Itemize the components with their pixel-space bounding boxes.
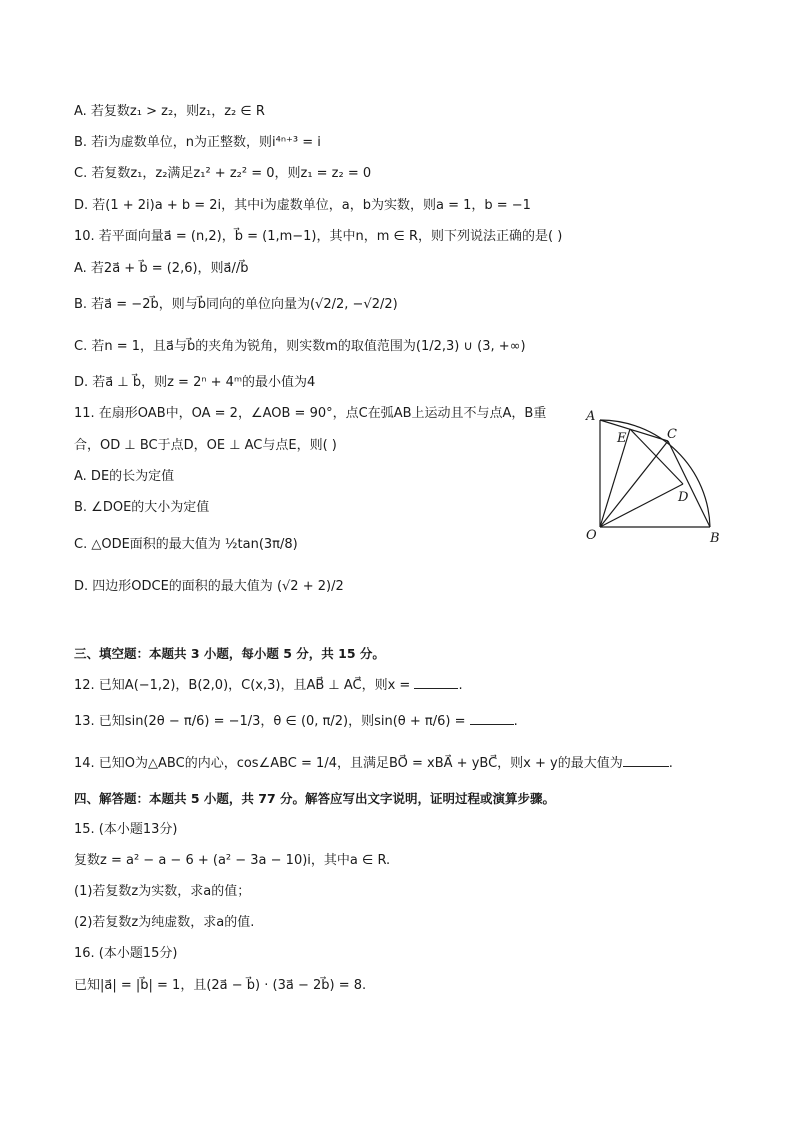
q10-option-a: A. 若2a⃗ + b⃗ = (2,6)，则a⃗//b⃗ bbox=[74, 261, 249, 276]
q11-option-b: B. ∠DOE的大小为定值 bbox=[74, 500, 210, 515]
q15-stem: 复数z = a² − a − 6 + (a² − 3a − 10)i，其中a ∈ R. bbox=[74, 853, 391, 868]
segment-od bbox=[600, 484, 683, 527]
label-d: D bbox=[678, 490, 689, 505]
segment-bc bbox=[668, 441, 710, 527]
q9-option-b: B. 若i为虚数单位，n为正整数，则i⁴ⁿ⁺³ = i bbox=[74, 135, 321, 150]
q9-option-a: A. 若复数z₁ > z₂，则z₁，z₂ ∈ R bbox=[74, 104, 265, 119]
q9-option-c: C. 若复数z₁，z₂满足z₁² + z₂² = 0，则z₁ = z₂ = 0 bbox=[74, 166, 372, 181]
segment-oc bbox=[600, 441, 668, 527]
section3-heading: 三、填空题：本题共 3 小题，每小题 5 分，共 15 分。 bbox=[74, 646, 385, 661]
segment-ac bbox=[600, 420, 668, 441]
sector-figure bbox=[580, 400, 730, 550]
q14-end: . bbox=[668, 756, 673, 771]
q10-stem: 10. 若平面向量a⃗ = (n,2)，b⃗ = (1,m−1)，其中n，m ∈ R，则下列说法正确的是( ) bbox=[74, 229, 563, 244]
q16-head: 16. (本小题15分) bbox=[74, 946, 178, 961]
q10-option-c: C. 若n = 1，且a⃗与b⃗的夹角为锐角，则实数m的取值范围为(1/2,3) ∪ (3, +∞) bbox=[74, 339, 526, 354]
label-e: E bbox=[617, 431, 627, 446]
q15-head: 15. (本小题13分) bbox=[74, 822, 178, 837]
q11-option-c: C. △ODE面积的最大值为 ½tan(3π/8) bbox=[74, 537, 298, 552]
q16-stem: 已知|a⃗| = |b⃗| = 1，且(2a⃗ − b⃗) · (3a⃗ − 2b⃗) = 8. bbox=[74, 978, 367, 993]
q11-stem-line2: 合，OD ⊥ BC于点D，OE ⊥ AC与点E，则( ) bbox=[74, 438, 337, 453]
q10-option-d: D. 若a⃗ ⊥ b⃗，则z = 2ⁿ + 4ᵐ的最小值为4 bbox=[74, 375, 316, 390]
q9-option-d: D. 若(1 + 2i)a + b = 2i，其中i为虚数单位，a，b为实数，则a = 1，b = −1 bbox=[74, 198, 531, 213]
q14 bbox=[74, 754, 673, 773]
q13-answer-blank[interactable] bbox=[470, 712, 514, 725]
q15-part1: (1)若复数z为实数，求a的值； bbox=[74, 884, 251, 899]
q14-answer-blank[interactable] bbox=[623, 754, 669, 767]
q11-option-a: A. DE的长为定值 bbox=[74, 469, 175, 484]
q15-part2: (2)若复数z为纯虚数，求a的值. bbox=[74, 915, 255, 930]
q12-answer-blank[interactable] bbox=[414, 676, 458, 689]
q13-text: 13. 已知sin(2θ − π/6) = −1/3，θ ∈ (0, π/2)，则sin(θ + π/6) = bbox=[74, 714, 466, 729]
q14-text: 14. 已知O为△ABC的内心，cos∠ABC = 1/4，且满足BO⃗ = xBA⃗ + yBC⃗，则x + y的最大值为 bbox=[74, 756, 623, 771]
q11-option-d: D. 四边形ODCE的面积的最大值为 (√2 + 2)/2 bbox=[74, 579, 344, 594]
q13-end: . bbox=[513, 714, 518, 729]
section4-heading: 四、解答题：本题共 5 小题，共 77 分。解答应写出文字说明，证明过程或演算步骤。 bbox=[74, 791, 556, 806]
q12-end: . bbox=[458, 678, 463, 693]
q13 bbox=[74, 712, 518, 731]
q10-option-b: B. 若a⃗ = −2b⃗，则与b⃗同向的单位向量为(√2/2, −√2/2) bbox=[74, 297, 398, 312]
q12 bbox=[74, 676, 463, 695]
q12-text: 12. 已知A(−1,2)，B(2,0)，C(x,3)，且AB⃗ ⊥ AC⃗，则x = bbox=[74, 678, 411, 693]
label-b: B bbox=[710, 531, 720, 546]
label-o: O bbox=[586, 528, 597, 543]
q11-stem-line1: 11. 在扇形OAB中，OA = 2，∠AOB = 90°，点C在弧AB上运动且不与点A，B重 bbox=[74, 406, 547, 421]
label-c: C bbox=[667, 427, 677, 442]
label-a: A bbox=[586, 409, 596, 424]
